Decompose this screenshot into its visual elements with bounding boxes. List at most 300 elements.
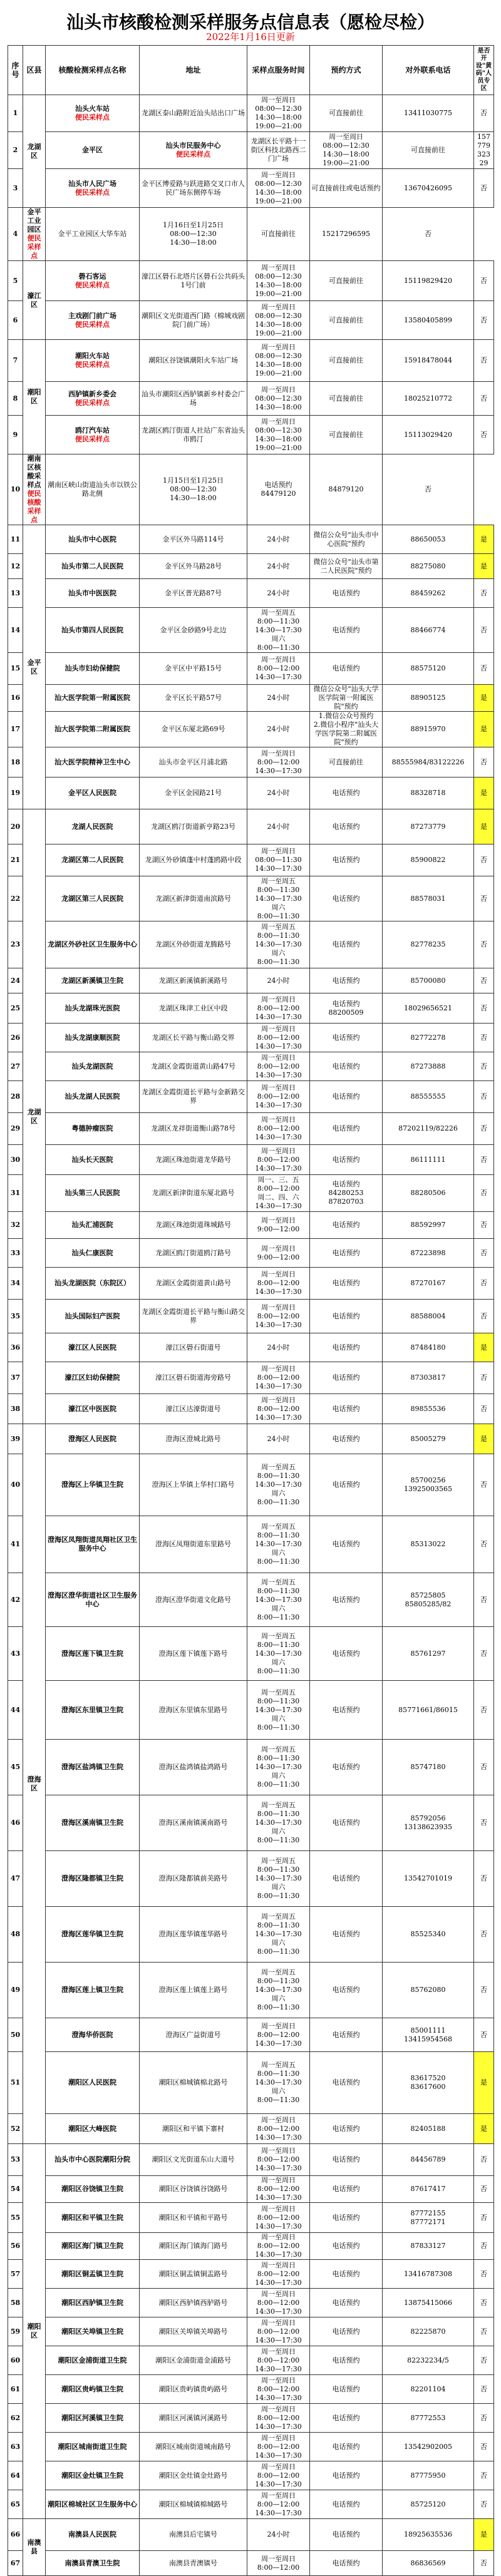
- site-name: 潮阳区西胪镇卫生院: [61, 2298, 123, 2307]
- site-name-cell: [46, 1052, 140, 1081]
- booking-cell: 可直接前往: [310, 95, 383, 132]
- address-cell: 澄海区上华镇上华村口路号: [140, 1454, 247, 1516]
- row-number: 67: [8, 2551, 23, 2576]
- site-name-cell: [46, 525, 140, 554]
- phone-cell: 87617417: [383, 2176, 474, 2203]
- phone-cell: 85525340: [383, 1907, 474, 1963]
- site-name: 潮阳区人民医院: [68, 2078, 116, 2086]
- site-name-cell: [46, 2404, 140, 2433]
- fever-zone-cell: 否: [474, 2433, 494, 2461]
- booking-cell: 微信公众号"汕头市中心医院"预约: [310, 525, 383, 554]
- sampling-sites-table: [8, 45, 494, 2576]
- address-cell: 澄海区莲上镇莲上路号: [140, 1963, 247, 2018]
- phone-cell: 85762080: [383, 1963, 474, 2018]
- table-row: [8, 685, 494, 712]
- address-cell: 潮阳区谷饶镇潮阳火车站广场: [140, 340, 247, 382]
- phone-cell: 15119829420: [383, 261, 474, 301]
- fever-zone-cell: 否: [474, 608, 494, 653]
- district-cell: 龙湖区: [23, 95, 46, 208]
- row-number: 15: [8, 653, 23, 685]
- phone-cell: 86836569: [383, 2551, 474, 2576]
- booking-cell: 电话预约: [310, 579, 383, 608]
- row-number: 31: [8, 1175, 23, 1212]
- table-row: [8, 921, 494, 968]
- table-row: [8, 1113, 494, 1145]
- booking-cell: 电话预约: [310, 2114, 383, 2144]
- booking-cell: 可直接前往: [310, 261, 383, 301]
- hours-cell: 24小时: [247, 579, 310, 608]
- fever-zone-cell: 否: [474, 1024, 494, 1052]
- row-number: 21: [8, 844, 23, 876]
- site-name-cell: [46, 1851, 140, 1907]
- site-name: 龙湖区外砂社区卫生服务中心: [48, 940, 137, 948]
- hours-cell: 24小时: [247, 554, 310, 579]
- table-row: [8, 1268, 494, 1300]
- address-cell: 潮阳区关埠镇关埠路号: [140, 2317, 247, 2346]
- hours-cell: 周一至周日 08:00—12:30 14:30—18:00 19:00—21:00: [247, 416, 310, 454]
- site-name-cell: [46, 1268, 140, 1300]
- site-name-cell: [46, 2375, 140, 2404]
- address-cell: 澄海区隆都镇前美路号: [140, 1851, 247, 1907]
- hours-cell: 周一至周日 8:00—12:00 14:30—17:30: [247, 2233, 310, 2260]
- address-cell: 澄海区澄城北路号: [140, 1424, 247, 1454]
- booking-cell: 电话预约: [310, 1362, 383, 1394]
- address-cell: 濠江区礐石北塔片区礐石公共码头1号门前: [140, 261, 247, 301]
- row-number: 5: [8, 261, 23, 301]
- phone-cell: 87273779: [383, 809, 474, 844]
- site-name: 澄海区莲上镇卫生院: [61, 1986, 123, 1994]
- site-name-cell: [46, 1024, 140, 1052]
- site-name: 汕头市第二人民医院: [61, 562, 123, 570]
- hours-cell: 周一至周日 8:00—12:00 14:30—17:30: [247, 2404, 310, 2433]
- phone-cell: 88555555: [383, 1081, 474, 1113]
- table-row: [8, 1052, 494, 1081]
- hours-cell: 周一至周五 8:00—11:30 14:30—17:30 周六 8:00—11:30: [247, 608, 310, 653]
- hours-cell: 周一至周五 8:00—11:30 14:30—17:30 周六 8:00—11:30: [247, 1740, 310, 1795]
- phone-cell: 86111111: [383, 1145, 474, 1175]
- address-cell: 澄海区盐鸿镇盐鸿路号: [140, 1740, 247, 1795]
- fever-zone-cell: 否: [474, 921, 494, 968]
- row-number: 14: [8, 608, 23, 653]
- address-cell: 潮阳区棉城镇棉北路号: [140, 2052, 247, 2114]
- site-name: 汕头长天医院: [71, 1155, 113, 1164]
- booking-cell: 电话预约: [310, 2144, 383, 2176]
- hours-cell: 周一至周日 08:00—12:30 14:30—18:00 19:00—21:00: [247, 301, 310, 340]
- site-name: 西胪镇新乡委会: [68, 389, 116, 398]
- table-row: [8, 2317, 494, 2346]
- site-name: 澄海华侨医院: [71, 2030, 113, 2039]
- phone-cell: 88555984/83122226: [383, 747, 474, 777]
- address-cell: 潮阳区河溪镇河溪路号: [140, 2404, 247, 2433]
- address-cell: 龙湖区新溪镇新溪路号: [140, 968, 247, 993]
- address-cell: 金平区博爱路与跃进路交叉口市人民广场东侧停车场: [140, 169, 247, 208]
- booking-cell: 可直接前往: [310, 382, 383, 416]
- booking-cell: 电话预约: [310, 2018, 383, 2052]
- booking-cell: 电话预约 84479120: [247, 454, 310, 525]
- hours-cell: 周一至周日 08:00—11:30 14:30—17:30: [247, 844, 310, 876]
- site-name: 濠江区中医医院: [68, 1404, 116, 1413]
- booking-cell: 电话预约: [310, 777, 383, 809]
- site-name: 潮阳区大峰医院: [68, 2124, 116, 2133]
- hours-cell: 周一至周日 08:00—12:30 14:30—18:00 19:00—21:00: [310, 132, 383, 169]
- fever-zone-cell: 否: [474, 1145, 494, 1175]
- row-number: 13: [8, 579, 23, 608]
- row-number: 27: [8, 1052, 23, 1081]
- booking-cell: 可直接前往: [310, 340, 383, 382]
- site-name: 金平工业园区: [27, 208, 41, 233]
- site-name-cell: [46, 1454, 140, 1516]
- booking-cell: 电话预约: [310, 1516, 383, 1573]
- site-name-cell: [46, 2317, 140, 2346]
- address-cell: 汕头市潮阳区西胪镇新乡村委会广场: [140, 382, 247, 416]
- hours-cell: 周一至周日 8:00—12:00 14:30—17:30: [247, 2144, 310, 2176]
- site-tag: 便民采样点: [75, 320, 110, 329]
- site-name-cell: [46, 2289, 140, 2317]
- site-tag: 便民采样点: [75, 188, 110, 197]
- phone-cell: 13411030775: [383, 95, 474, 132]
- fever-zone-cell: 否: [474, 2490, 494, 2519]
- phone-cell: 88650053: [383, 525, 474, 554]
- fever-zone-cell: 是: [474, 2114, 494, 2144]
- phone-cell: 88588004: [383, 1300, 474, 1333]
- booking-cell: 电话预约: [310, 1907, 383, 1963]
- table-row: [8, 1627, 494, 1681]
- row-number: 59: [8, 2317, 23, 2346]
- address-cell: 潮阳区文光街道西门路（棉城戏剧院门前广场）: [140, 301, 247, 340]
- site-name-cell: [46, 2346, 140, 2375]
- address-cell: 潮阳区和平镇下寨村: [140, 2114, 247, 2144]
- hours-cell: 周一至周日 8:00—12:00 14:30—17:30: [247, 1145, 310, 1175]
- table-row: [8, 579, 494, 608]
- table-row: [8, 1681, 494, 1740]
- booking-cell: 电话预约: [310, 1573, 383, 1627]
- site-name: 汕头市中心医院: [68, 535, 116, 543]
- row-number: 50: [8, 2018, 23, 2052]
- row-number: 54: [8, 2176, 23, 2203]
- site-name-cell: [46, 685, 140, 712]
- hours-cell: 周一至周五 8:00—11:30 14:30—17:30 周六 8:00—11:30: [247, 1681, 310, 1740]
- fever-zone-cell: 否: [474, 2289, 494, 2317]
- address-cell: 澄海区东里镇东里路号: [140, 1681, 247, 1740]
- district-cell: 龙湖区: [23, 809, 46, 1424]
- site-name-cell: [46, 169, 140, 208]
- address-cell: 南澳县后宅镇号: [140, 2519, 247, 2551]
- phone-cell: 85700256 13925003565: [383, 1454, 474, 1516]
- site-name-cell: [46, 261, 140, 301]
- site-name: 潮南区核酸采样点: [27, 454, 41, 489]
- row-number: 55: [8, 2203, 23, 2233]
- table-row: [8, 261, 494, 301]
- table-row: [8, 340, 494, 382]
- table-row: [8, 554, 494, 579]
- table-row: [8, 2461, 494, 2490]
- address-cell: 潮阳区铜盂镇铜盂路号: [140, 2260, 247, 2289]
- booking-cell: 电话预约: [310, 2519, 383, 2551]
- address-cell: 龙湖区外砂街道龙腾路号: [140, 921, 247, 968]
- table-row: [8, 608, 494, 653]
- table-row: [8, 2404, 494, 2433]
- booking-cell: 微信公众号"汕头大学医学院第一附属医院"预约: [310, 685, 383, 712]
- phone-cell: 82201104: [383, 2375, 474, 2404]
- table-row: [8, 2346, 494, 2375]
- row-number: 40: [8, 1454, 23, 1516]
- fever-zone-cell: 否: [474, 1113, 494, 1145]
- row-number: 11: [8, 525, 23, 554]
- address-cell: 潮阳区贵屿镇贵屿路号: [140, 2375, 247, 2404]
- table-row: [8, 382, 494, 416]
- site-name: 潮阳区金灶镇卫生院: [61, 2471, 123, 2480]
- site-name: 澄海区上华镇卫生院: [61, 1480, 123, 1489]
- address-cell: 龙湖区金霞街道黄山路47号: [140, 1052, 247, 1081]
- address-cell: 南澳县青澳镇号: [140, 2551, 247, 2576]
- hours-cell: 1月16日至1月25日 08:00—12:30 14:30—18:00: [140, 208, 247, 261]
- site-name: 潮阳区棉城社区卫生服务中心: [48, 2500, 137, 2508]
- address-cell: 金平工业园区大华车站: [46, 208, 140, 261]
- phone-cell: 87303817: [383, 1362, 474, 1394]
- site-name-cell: [46, 1394, 140, 1424]
- row-number: 12: [8, 554, 23, 579]
- phone-cell: 87273888: [383, 1052, 474, 1081]
- site-name: 龙湖区第三人民医院: [61, 894, 123, 903]
- fever-zone-cell: 否: [474, 2144, 494, 2176]
- fever-zone-cell: 否: [474, 2551, 494, 2576]
- hours-cell: 24小时: [247, 809, 310, 844]
- address-cell: 金平区外马路114号: [140, 525, 247, 554]
- booking-cell: 电话预约: [310, 844, 383, 876]
- hours-cell: 周一至周日 08:00—12:30 14:30—18:00 19:00—21:00: [247, 261, 310, 301]
- site-name: 澄海区凤翔街道凤翔社区卫生服务中心: [48, 1536, 137, 1552]
- address-cell: 濠江区达濠街道号: [140, 1394, 247, 1424]
- table-row: [8, 208, 494, 261]
- phone-cell: 13580405899: [383, 301, 474, 340]
- site-name: 汕头市民服务中心: [165, 141, 221, 150]
- fever-zone-cell: 否: [474, 1268, 494, 1300]
- address-cell: 龙湖区珠池街道珠城路号: [140, 1212, 247, 1239]
- site-name-cell: [46, 2461, 140, 2490]
- hours-cell: 周一至周日 8:00—12:00 14:30—17:30: [247, 2375, 310, 2404]
- hours-cell: 周一至周五 8:00—11:30 14:30—17:30 周六 8:00—11:30: [247, 1627, 310, 1681]
- site-name: 潮阳火车站: [75, 352, 110, 360]
- site-name-cell: [46, 2551, 140, 2576]
- booking-cell: 可直接前往: [310, 747, 383, 777]
- site-name: 澄海区人民医院: [68, 1434, 116, 1443]
- booking-cell: 电话预约: [310, 2176, 383, 2203]
- hours-cell: 24小时: [247, 1333, 310, 1362]
- hours-cell: 24小时: [247, 1424, 310, 1454]
- table-row: [8, 1212, 494, 1239]
- booking-cell: 电话预约: [310, 876, 383, 921]
- table-body: [8, 95, 494, 2576]
- hours-cell: 周一至周五 8:00—11:30 14:30—17:30 周六 8:00—11:30: [247, 1851, 310, 1907]
- fever-zone-cell: 否: [383, 208, 474, 261]
- phone-cell: 15113029420: [383, 416, 474, 454]
- phone-cell: 13670426095: [383, 169, 474, 208]
- site-name-cell: [46, 1740, 140, 1795]
- site-name-cell: [46, 382, 140, 416]
- site-name: 澄海区溪南镇卫生院: [61, 1819, 123, 1827]
- booking-cell: 电话预约: [310, 2346, 383, 2375]
- booking-cell: 可直接前往或电话预约: [310, 169, 383, 208]
- table-row: [8, 1907, 494, 1963]
- table-row: [8, 1573, 494, 1627]
- booking-cell: 电话预约: [310, 1454, 383, 1516]
- phone-cell: 88915970: [383, 712, 474, 747]
- booking-cell: 电话预约: [310, 1963, 383, 2018]
- site-name-cell: [46, 876, 140, 921]
- fever-zone-cell: 否: [474, 1740, 494, 1795]
- address-cell: 龙湖区泰山路附近汕头站出口广场: [140, 95, 247, 132]
- hours-cell: 周一至周日 8:00—12:00 14:30—17:30: [247, 993, 310, 1024]
- hours-cell: 24小时: [247, 968, 310, 993]
- table-row: [8, 2233, 494, 2260]
- site-name-cell: [46, 2114, 140, 2144]
- booking-cell: 电话预约 84280253 87820703: [310, 1175, 383, 1212]
- site-name: 南澳县青澳卫生院: [65, 2558, 120, 2567]
- row-number: 41: [8, 1516, 23, 1573]
- row-number: 24: [8, 968, 23, 993]
- district-cell: 潮阳区: [23, 340, 46, 454]
- site-name: 潮阳区和平镇卫生院: [61, 2213, 123, 2222]
- fever-zone-cell: 是: [474, 2052, 494, 2114]
- phone-cell: 87223898: [383, 1239, 474, 1268]
- site-tag: 便民采样点: [176, 150, 210, 158]
- site-name: 礐石客运: [78, 272, 106, 280]
- booking-cell: 电话预约: [310, 1113, 383, 1145]
- booking-cell: 电话预约: [310, 1212, 383, 1239]
- phone-cell: 85001111 13415954568: [383, 2018, 474, 2052]
- site-name: 汕大医学院第二附属医院: [54, 725, 130, 733]
- hours-cell: 周一至周日 9:00—12:00: [247, 1239, 310, 1268]
- site-name-cell: [46, 1516, 140, 1573]
- hours-cell: 周一至周日 8:00—12:00 14:30—17:30: [247, 2018, 310, 2052]
- table-row: [8, 169, 494, 208]
- site-name: 鸥汀汽车站: [75, 426, 110, 434]
- phone-cell: 13875415066: [383, 2289, 474, 2317]
- fever-zone-cell: 否: [474, 1300, 494, 1333]
- row-number: 64: [8, 2461, 23, 2490]
- site-name-cell: [46, 2052, 140, 2114]
- site-name-cell: [46, 2203, 140, 2233]
- fever-zone-cell: 否: [474, 2018, 494, 2052]
- row-number: 25: [8, 993, 23, 1024]
- booking-cell: 电话预约: [310, 1052, 383, 1081]
- booking-cell: 电话预约: [310, 921, 383, 968]
- hours-cell: 周一至周日 8:00—12:00 14:30—17:30: [247, 1081, 310, 1113]
- site-name: 澄海区盐鸿镇卫生院: [61, 1763, 123, 1771]
- site-name: 龙湖区第二人民医院: [61, 856, 123, 864]
- site-name: 澄海区莲华镇卫生院: [61, 1930, 123, 1938]
- site-name: 澄海区隆都镇卫生院: [61, 1874, 123, 1882]
- site-name: 潮阳区贵屿镇卫生院: [61, 2384, 123, 2393]
- site-name-cell: [46, 2176, 140, 2203]
- booking-cell: 电话预约: [310, 2461, 383, 2490]
- district-cell: 濠江区: [23, 261, 46, 340]
- phone-cell: 85771661/86015: [383, 1681, 474, 1740]
- booking-cell: 可直接前往: [247, 208, 310, 261]
- address-cell: 金平区外马路28号: [140, 554, 247, 579]
- site-name: 主戏剧门前广场: [68, 311, 116, 320]
- hours-cell: 周一至周日 8:00—12:00 14:30—17:30: [247, 1052, 310, 1081]
- phone-cell: 18925635536: [383, 2519, 474, 2551]
- hours-cell: 周一至周日 8:00—12:00 14:30—17:30: [247, 2346, 310, 2375]
- booking-cell: 可直接前往: [310, 301, 383, 340]
- address-cell: 潮阳区西胪镇西胪路号: [140, 2289, 247, 2317]
- row-number: 26: [8, 1024, 23, 1052]
- row-number: 37: [8, 1362, 23, 1394]
- site-name-cell: [46, 1963, 140, 2018]
- table-row: [8, 968, 494, 993]
- row-number: 1: [8, 95, 23, 132]
- phone-cell: 88592997: [383, 1212, 474, 1239]
- booking-cell: 电话预约: [310, 968, 383, 993]
- hours-cell: 周一至周五 8:00—11:30 14:30—17:30 周六 8:00—11:30: [247, 2052, 310, 2114]
- row-number: 23: [8, 921, 23, 968]
- fever-zone-cell: 否: [474, 1454, 494, 1516]
- phone-cell: 84879120: [310, 454, 383, 525]
- address-cell: 金平区金园路21号: [140, 777, 247, 809]
- phone-cell: 82405188: [383, 2114, 474, 2144]
- site-name: 汕头市第四人民医院: [61, 625, 123, 634]
- address-cell: 金平区中平路15号: [140, 653, 247, 685]
- booking-cell: 电话预约: [310, 1681, 383, 1740]
- phone-cell: 88280506: [383, 1175, 474, 1212]
- phone-cell: 85747180: [383, 1740, 474, 1795]
- fever-zone-cell: 否: [474, 1516, 494, 1573]
- site-name-cell: [46, 1113, 140, 1145]
- fever-zone-cell: 否: [474, 1963, 494, 2018]
- site-name-cell: [46, 2233, 140, 2260]
- phone-cell: 87775950: [383, 2461, 474, 2490]
- hours-cell: 周一至周五 8:00—11:30 14:30—17:30 周六 8:00—11:30: [247, 921, 310, 968]
- table-row: [8, 2052, 494, 2114]
- booking-cell: 电话预约: [310, 1394, 383, 1424]
- table-row: [8, 2114, 494, 2144]
- site-tag: 便民核酸采样点: [27, 490, 41, 524]
- site-name: 汕头市中心医院潮阳分院: [54, 2155, 130, 2163]
- phone-cell: 88275080: [383, 554, 474, 579]
- phone-cell: 85700080: [383, 968, 474, 993]
- table-header-row: [8, 46, 494, 95]
- row-number: 36: [8, 1333, 23, 1362]
- phone-cell: 88578031: [383, 876, 474, 921]
- phone-cell: 88328718: [383, 777, 474, 809]
- booking-cell: 电话预约: [310, 1239, 383, 1268]
- fever-zone-cell: 否: [474, 2317, 494, 2346]
- table-row: [8, 1454, 494, 1516]
- site-name-cell: [46, 2519, 140, 2551]
- table-row: [8, 454, 494, 525]
- booking-cell: 电话预约: [310, 2260, 383, 2289]
- hours-cell: 周一至周五 8:00—11:30 14:30—17:30 周六 8:00—11:30: [247, 876, 310, 921]
- site-name: 南澳县人民医院: [68, 2530, 116, 2538]
- address-cell: 龙湖区金霞街道长平路与衡山路交界: [140, 1300, 247, 1333]
- row-number: 8: [8, 382, 23, 416]
- site-name: 汕头汇浦医院: [71, 1221, 113, 1229]
- phone-cell: 82772278: [383, 1024, 474, 1052]
- hours-cell: 24小时: [247, 525, 310, 554]
- hours-cell: 周一至周日 8:00—12:00 14:30—17:30: [247, 1113, 310, 1145]
- booking-cell: 电话预约: [310, 2317, 383, 2346]
- phone-cell: 87772155 87772171: [383, 2203, 474, 2233]
- fever-zone-cell: 否: [474, 747, 494, 777]
- row-number: 46: [8, 1795, 23, 1851]
- site-name-cell: [23, 208, 46, 261]
- phone-cell: 85005279: [383, 1424, 474, 1454]
- site-name: 汕大医学院第一附属医院: [54, 694, 130, 702]
- fever-zone-cell: 否: [474, 1627, 494, 1681]
- hours-cell: 周一至周五 8:00—11:30 14:30—17:30 周六 8:00—11:30: [247, 1516, 310, 1573]
- phone-cell: 87270167: [383, 1268, 474, 1300]
